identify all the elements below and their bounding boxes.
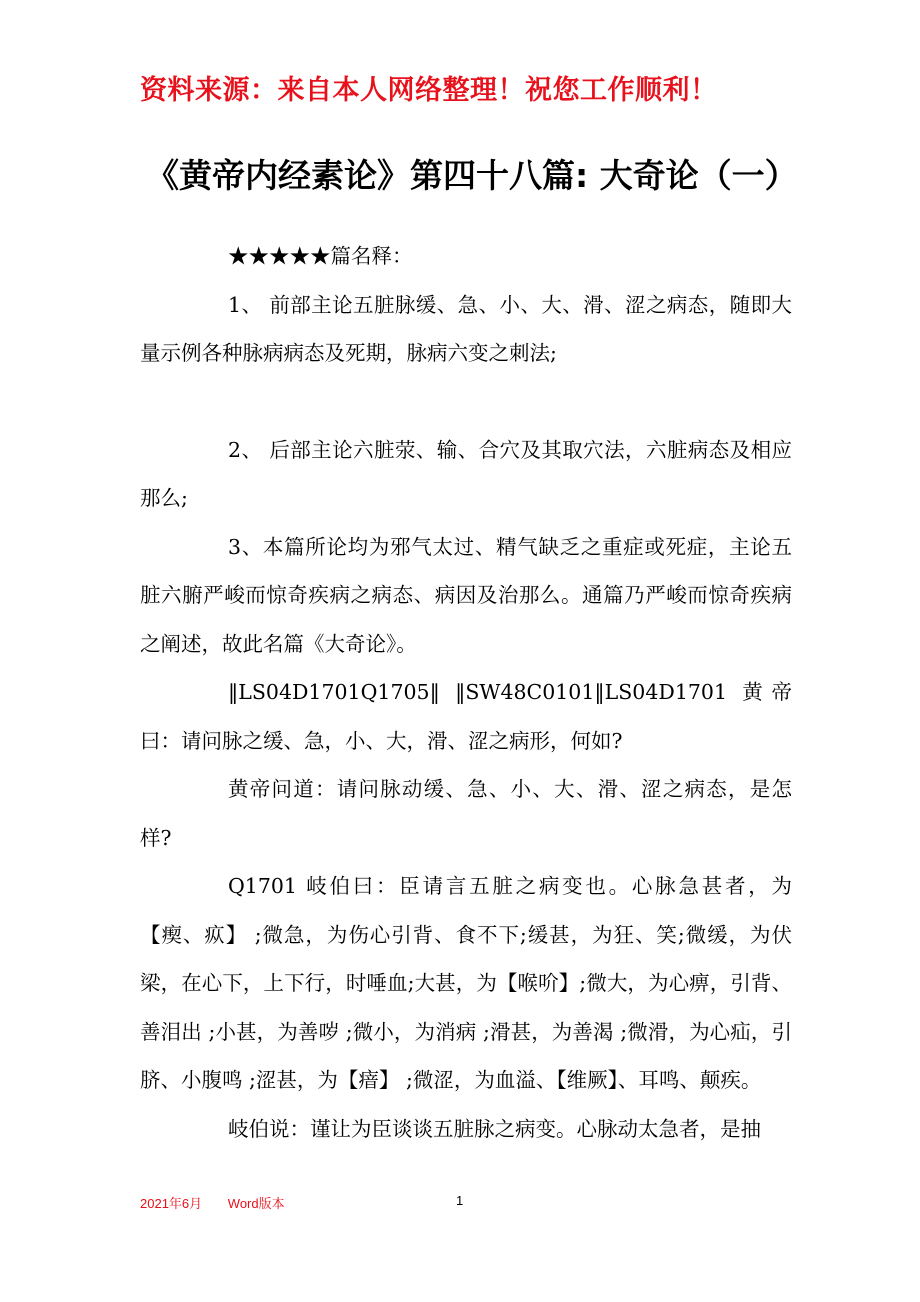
paragraph-item-2: 2、 后部主论六脏荥、输、合穴及其取穴法，六脏病态及相应那么;	[140, 437, 792, 510]
footer-date: 2021年6月	[140, 1196, 203, 1211]
page-footer	[140, 1193, 464, 1212]
blank-line	[140, 378, 792, 426]
footer-version: Word版本	[227, 1196, 285, 1211]
paragraph-reference-question: ‖LS04D1701Q1705‖ ‖SW48C0101‖LS04D1701 黄帝曰：请问脉之缓、急，小、大，滑、涩之病形，何如?	[140, 680, 792, 753]
source-banner: 资料来源：来自本人网络整理！祝您工作顺利！	[140, 75, 718, 106]
paragraph-translation-question: 黄帝问道：请问脉动缓、急、小、大、滑、涩之病态，是怎样?	[140, 777, 792, 850]
paragraph-item-1: 1、 前部主论五脏脉缓、急、小、大、滑、涩之病态，随即大量示例各种脉病病态及死期，脉病六变之刺法;	[140, 292, 792, 365]
paragraph-item-3: 3、本篇所论均为邪气太过、精气缺乏之重症或死症，主论五脏六腑严峻而惊奇疾病之病态、病因及治那么。通篇乃严峻而惊奇疾病之阐述，故此名篇《大奇论》。	[140, 534, 792, 656]
paragraph-title-explanation: ★★★★★篇名释：	[228, 244, 413, 268]
document-body	[140, 232, 792, 1153]
paragraph-translation-answer: 岐伯说：谨让为臣谈谈五脏脉之病变。心脉动太急者，是抽	[228, 1116, 761, 1141]
page-number: 1	[456, 1193, 464, 1208]
paragraph-qibo-answer: Q1701 岐伯曰：臣请言五脏之病变也。心脉急甚者，为【瘈、疭】 ;微急，为伤心引背、食不下;缓甚，为狂、笑;微缓，为伏梁，在心下，上下行，时唾血;大甚，为【喉吤】;微大，为心痹，引背、善泪出 ;小甚，为善哕 ;微小，为消病 ;滑甚，为善渴 ;微滑，为心疝，引脐、小腹鸣 ;涩甚，为【瘖】 ;微涩，为血溢、【维厥】、耳鸣、颠疾。	[140, 874, 792, 1092]
document-title: 《黄帝内经素论》第四十八篇: 大奇论（一）	[146, 156, 798, 195]
